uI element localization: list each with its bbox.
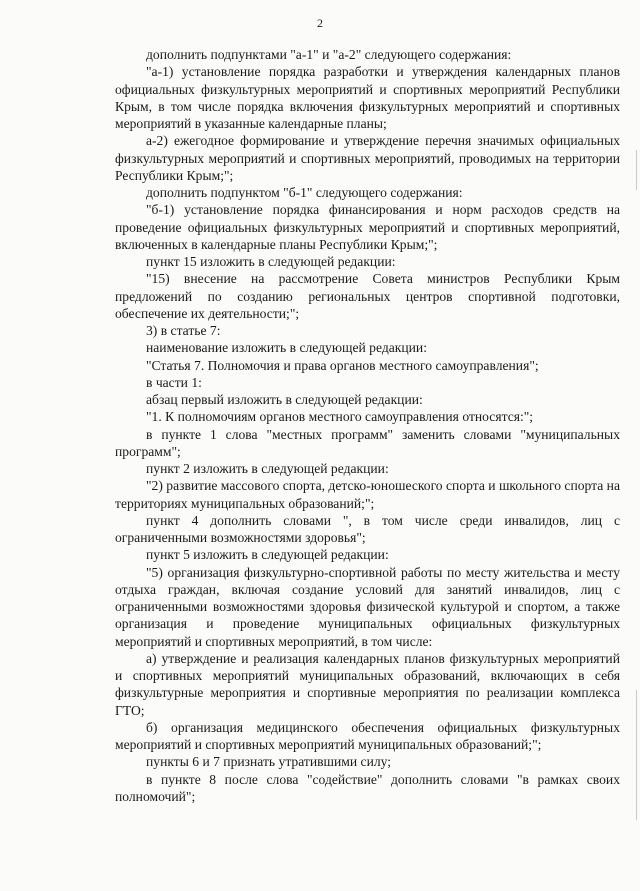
paragraph-4: дополнить подпунктом "б-1" следующего содержания: [146,185,463,200]
paragraph-19: "5) организация физкультурно-спортивной работы по месту жительства и месту отдыха граждан, включая создание условий для занятий инвалидов, лиц с ограниченными возможностями здоровья физической культурой и спортом, а также организация и проведение муниципальных официальных физкультурных мероприятий и спортивных мероприятий, в том числе: [115,564,620,649]
paragraph-2: "а-1) установление порядка разработки и утверждения календарных планов официальных физкультурных мероприятий и спортивных мероприятий Республики Крым, в том числе порядка включения физкультурных мероприятий и спортивных мероприятий в указанные календарные планы; [115,64,620,131]
paragraph-6: пункт 15 изложить в следующей редакции: [146,254,396,269]
paragraph-17: пункт 4 дополнить словами ", в том числе среди инвалидов, лиц с ограниченными возможностями здоровья"; [115,512,620,545]
paragraph-7: "15) внесение на рассмотрение Совета министров Республики Крым предложений по созданию региональных центров спортивной подготовки, обеспечение их деятельности;"; [115,271,620,321]
paragraph-22: пункты 6 и 7 признать утратившими силу; [146,754,392,770]
paragraph-20: а) утверждение и реализация календарных планов физкультурных мероприятий и спортивных мероприятий муниципальных образований, включающих в себя физкультурные мероприятия и спортивные мероприятия по реализации комплекса ГТО; [115,650,620,718]
scan-edge-mark [636,150,637,190]
paragraph-9: наименование изложить в следующей редакции: [146,340,427,356]
scan-edge-mark [636,690,637,820]
paragraph-18: пункт 5 изложить в следующей редакции: [146,547,389,563]
paragraph-10: "Статья 7. Полномочия и права органов местного самоуправления"; [146,357,539,373]
paragraph-13: "1. К полномочиям органов местного самоуправления относятся:"; [146,409,534,425]
paragraph-11: в части 1: [146,374,202,390]
document-body [115,46,620,805]
paragraph-5: "б-1) установление порядка финансирования и норм расходов средств на проведение официальных физкультурных мероприятий и спортивных мероприятий, включенных в календарные планы Республики Крым;"; [115,202,620,252]
paragraph-23: в пункте 8 после слова "содействие" дополнить словами "в рамках своих полномочий"; [115,771,620,804]
paragraph-1: дополнить подпунктами "а-1" и "а-2" следующего содержания: [146,47,512,62]
paragraph-12: абзац первый изложить в следующей редакции: [146,392,423,407]
paragraph-8: 3) в статье 7: [146,323,221,338]
paragraph-21: б) организация медицинского обеспечения официальных физкультурных мероприятий и спортивных мероприятий муниципальных образований;"; [115,719,620,752]
paragraph-14: в пункте 1 слова "местных программ" заменить словами "муниципальных программ"; [115,426,620,459]
paragraph-3: а-2) ежегодное формирование и утверждение перечня значимых официальных физкультурных мероприятий и спортивных мероприятий, проводимых на территории Республики Крым;"; [115,133,620,183]
paragraph-16: "2) развитие массового спорта, детско-юношеского спорта и школьного спорта на территориях муниципальных образований;"; [115,478,620,511]
paragraph-15: пункт 2 изложить в следующей редакции: [146,461,389,476]
page-number: 2 [317,16,323,30]
